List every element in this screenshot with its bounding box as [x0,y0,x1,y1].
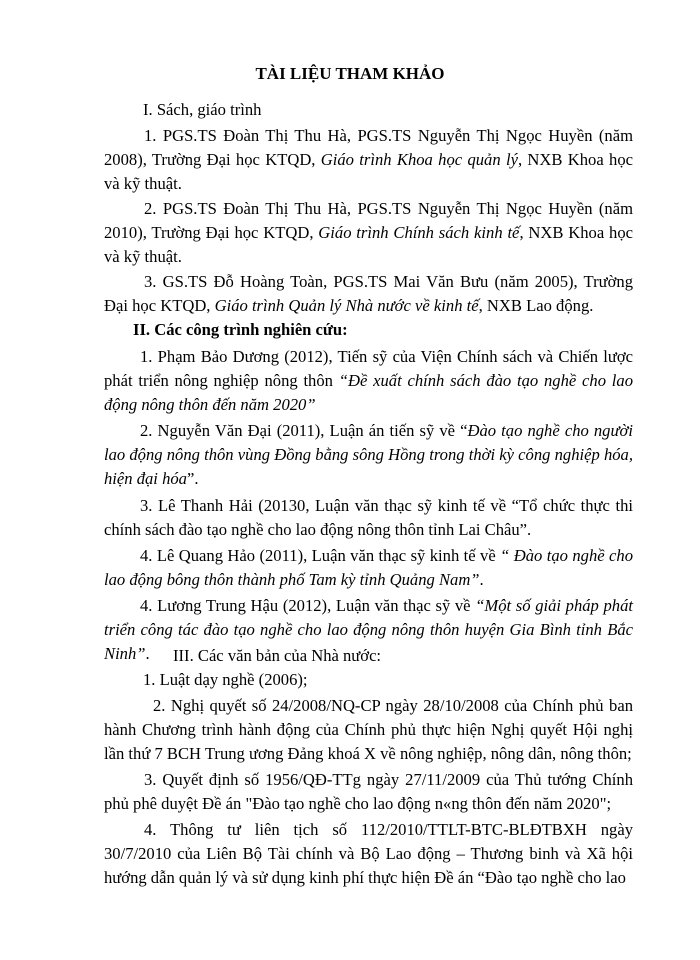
reference-item: 4. Lê Quang Hảo (2011), Luận văn thạc sỹ kinh tế về “ Đào tạo nghề cho lao động bông thôn thành phố Tam kỳ tỉnh Quảng Nam”. [104,546,633,589]
reference-item: 2. Nguyễn Văn Đại (2011), Luận án tiến sỹ về “Đào tạo nghề cho người lao động nông thôn vùng Đồng bằng sông Hồng trong thời kỳ công nghiệp hóa, hiện đại hóa”. [104,421,633,488]
section-heading-legal-documents: III. Các văn bản của Nhà nước: [173,646,382,665]
reference-item: 4. Lương Trung Hậu (2012), Luận văn thạc sỹ về “Một số giải pháp phát triển công tác đào tạo nghề cho lao động nông thôn huyện Gia Bình tỉnh Bắc Ninh”. [104,596,633,663]
reference-item: 4. Thông tư liên tịch số 112/2010/TTLT-BTC-BLĐTBXH ngày 30/7/2010 của Liên Bộ Tài chính và Bộ Lao động – Thương binh và Xã hội hướng dẫn quản lý và sử dụng kinh phí thực hiện Đề án “Đào tạo nghề cho lao [104,820,633,887]
reference-item: 1. Luật dạy nghề (2006); [143,670,308,689]
section-heading-books: I. Sách, giáo trình [143,100,262,119]
reference-item: 1. PGS.TS Đoàn Thị Thu Hà, PGS.TS Nguyễn Thị Ngọc Huyền (năm 2008), Trường Đại học KTQD, Giáo trình Khoa học quản lý, NXB Khoa học và kỹ thuật. [104,126,633,193]
section-heading-research: II. Các công trình nghiên cứu: [133,320,348,339]
reference-item: 2. Nghị quyết số 24/2008/NQ-CP ngày 28/10/2008 của Chính phủ ban hành Chương trình hành động của Chính phủ thực hiện Nghị quyết Hội nghị lần thứ 7 BCH Trung ương Đảng khoá X về nông nghiệp, nông dân, nông thôn; [104,696,633,763]
page-title: TÀI LIỆU THAM KHẢO [255,64,445,83]
reference-item: 2. PGS.TS Đoàn Thị Thu Hà, PGS.TS Nguyễn Thị Ngọc Huyền (năm 2010), Trường Đại học KTQD, Giáo trình Chính sách kinh tế, NXB Khoa học và kỹ thuật. [104,199,634,266]
reference-item: 3. GS.TS Đỗ Hoàng Toàn, PGS.TS Mai Văn Bưu (năm 2005), Trường Đại học KTQD, Giáo trình Quản lý Nhà nước về kinh tế, NXB Lao động. [104,272,633,315]
reference-item: 1. Phạm Bảo Dương (2012), Tiến sỹ của Viện Chính sách và Chiến lược phát triển nông nghiệp nông thôn “Đề xuất chính sách đào tạo nghề cho lao động nông thôn đến năm 2020” [104,347,633,414]
reference-item: 3. Quyết định số 1956/QĐ-TTg ngày 27/11/2009 của Thủ tướng Chính phủ phê duyệt Đề án "Đào tạo nghề cho lao động n«ng thôn đến năm 2020"; [104,770,633,813]
reference-item: 3. Lê Thanh Hải (20130, Luận văn thạc sỹ kinh tế về “Tổ chức thực thi chính sách đào tạo nghề cho lao động nông thôn tỉnh Lai Châu”. [104,496,633,539]
